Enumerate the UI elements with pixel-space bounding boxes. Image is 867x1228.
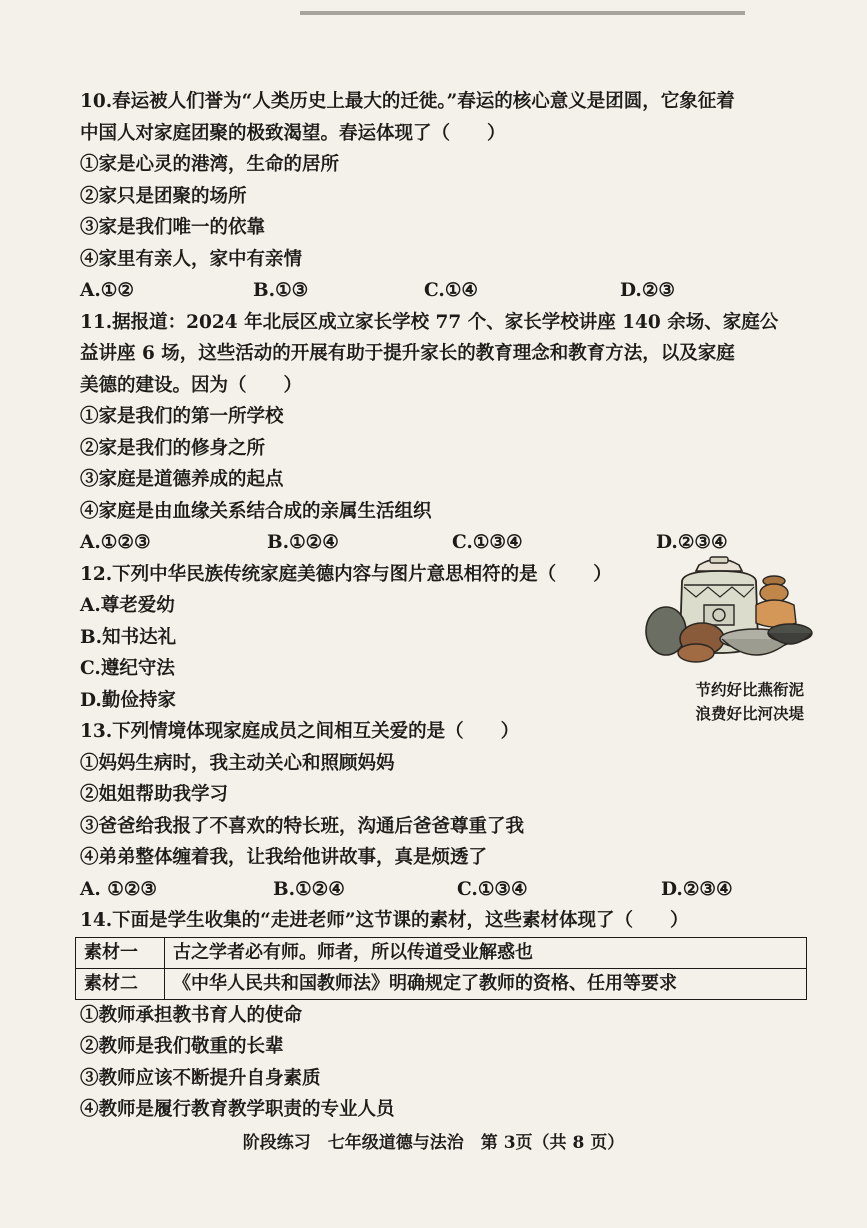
choice-d: D.②③④ [656, 532, 728, 553]
question-10-stem-line1: 10.春运被人们誉为“人类历史上最大的迁徙。”春运的核心意义是团圆，它象征着 [80, 91, 735, 112]
option-item: ④教师是履行教育教学职责的专业人员 [80, 1099, 395, 1120]
coins-shape [756, 576, 796, 627]
question-12 [80, 559, 810, 723]
answer-choices [80, 874, 810, 906]
question-list [80, 86, 810, 1126]
option-item: ③教师应该不断提升自身素质 [80, 1067, 321, 1089]
table-cell-label: 素材二 [76, 968, 165, 999]
option-item: C.遵纪守法 [80, 658, 175, 679]
option-item: D.勤俭持家 [80, 689, 176, 711]
choice-a: A.①② [80, 280, 134, 301]
choice-b: B.①②④ [273, 878, 345, 900]
materials-table [75, 937, 807, 1000]
option-item: ②家是我们的修身之所 [80, 437, 266, 459]
question-11-stem-line3: 美德的建设。因为（ ） [80, 374, 303, 396]
question-13 [80, 716, 810, 905]
option-item: ②家只是团聚的场所 [80, 185, 247, 207]
table-row [76, 968, 807, 999]
choice-c: C.①③④ [452, 532, 523, 553]
option-item: ①教师承担教书育人的使命 [80, 1004, 303, 1026]
choice-c: C.①③④ [457, 878, 528, 900]
question-13-stem: 13.下列情境体现家庭成员之间相互关爱的是（ ） [80, 721, 520, 742]
table-cell-text: 《中华人民共和国教师法》明确规定了教师的资格、任用等要求 [165, 968, 807, 999]
choice-b: B.①③ [253, 280, 309, 301]
question-11-stem-line1: 11.据报道：2024 年北辰区成立家长学校 77 个、家长学校讲座 140 余场、家庭公 [80, 311, 779, 333]
choice-b: B.①②④ [267, 532, 339, 553]
option-item: ①妈妈生病时，我主动关心和照顾妈妈 [80, 752, 395, 774]
option-item: ①家是心灵的港湾，生命的居所 [80, 154, 340, 175]
illustration-caption-line2: 浪费好比河决堤 [695, 704, 804, 723]
choice-a: A. ①②③ [80, 878, 157, 900]
option-item: ④家里有亲人，家中有亲情 [80, 248, 303, 270]
question-14 [80, 905, 810, 1126]
question-10-stem-line2: 中国人对家庭团聚的极致渴望。春运体现了（ ） [80, 122, 506, 144]
option-item: ①家是我们的第一所学校 [80, 406, 284, 427]
page-footer: 阶段练习 七年级道德与法治 第 3页（共 8 页） [242, 1133, 625, 1153]
option-item: ③家庭是道德养成的起点 [80, 469, 284, 490]
option-item: ②教师是我们敬重的长辈 [80, 1036, 284, 1057]
question-14-stem: 14.下面是学生收集的“走进老师”这节课的素材，这些素材体现了（ ） [80, 910, 689, 931]
illustration-caption-line1: 节约好比燕衔泥 [695, 680, 804, 699]
table-cell-label: 素材一 [76, 937, 165, 968]
table-row [76, 937, 807, 968]
question-11-stem-line2: 益讲座 6 场，这些活动的开展有助于提升家长的教育理念和教育方法，以及家庭 [80, 343, 735, 364]
option-item: ②姐姐帮助我学习 [80, 784, 229, 805]
choice-d: D.②③④ [661, 878, 733, 900]
option-item: ③家是我们唯一的依靠 [80, 217, 266, 238]
question-10 [80, 86, 810, 307]
option-item: ④家庭是由血缘关系结合成的亲属生活组织 [80, 500, 432, 522]
table-cell-text: 古之学者必有师。师者，所以传道受业解惑也 [165, 937, 807, 968]
question-11 [80, 307, 810, 559]
option-item: ③爸爸给我报了不喜欢的特长班，沟通后爸爸尊重了我 [80, 815, 525, 837]
choice-a: A.①②③ [80, 532, 151, 553]
answer-choices [80, 275, 810, 307]
scan-edge [300, 11, 745, 15]
choice-c: C.①④ [424, 280, 479, 301]
option-item: ④弟弟整体缠着我，让我给他讲故事，真是烦透了 [80, 847, 488, 868]
question-12-stem: 12.下列中华民族传统家庭美德内容与图片意思相符的是（ ） [80, 563, 612, 585]
option-item: A.尊老爱幼 [80, 595, 175, 616]
option-item: B.知书达礼 [80, 626, 177, 648]
choice-d: D.②③ [620, 280, 675, 301]
